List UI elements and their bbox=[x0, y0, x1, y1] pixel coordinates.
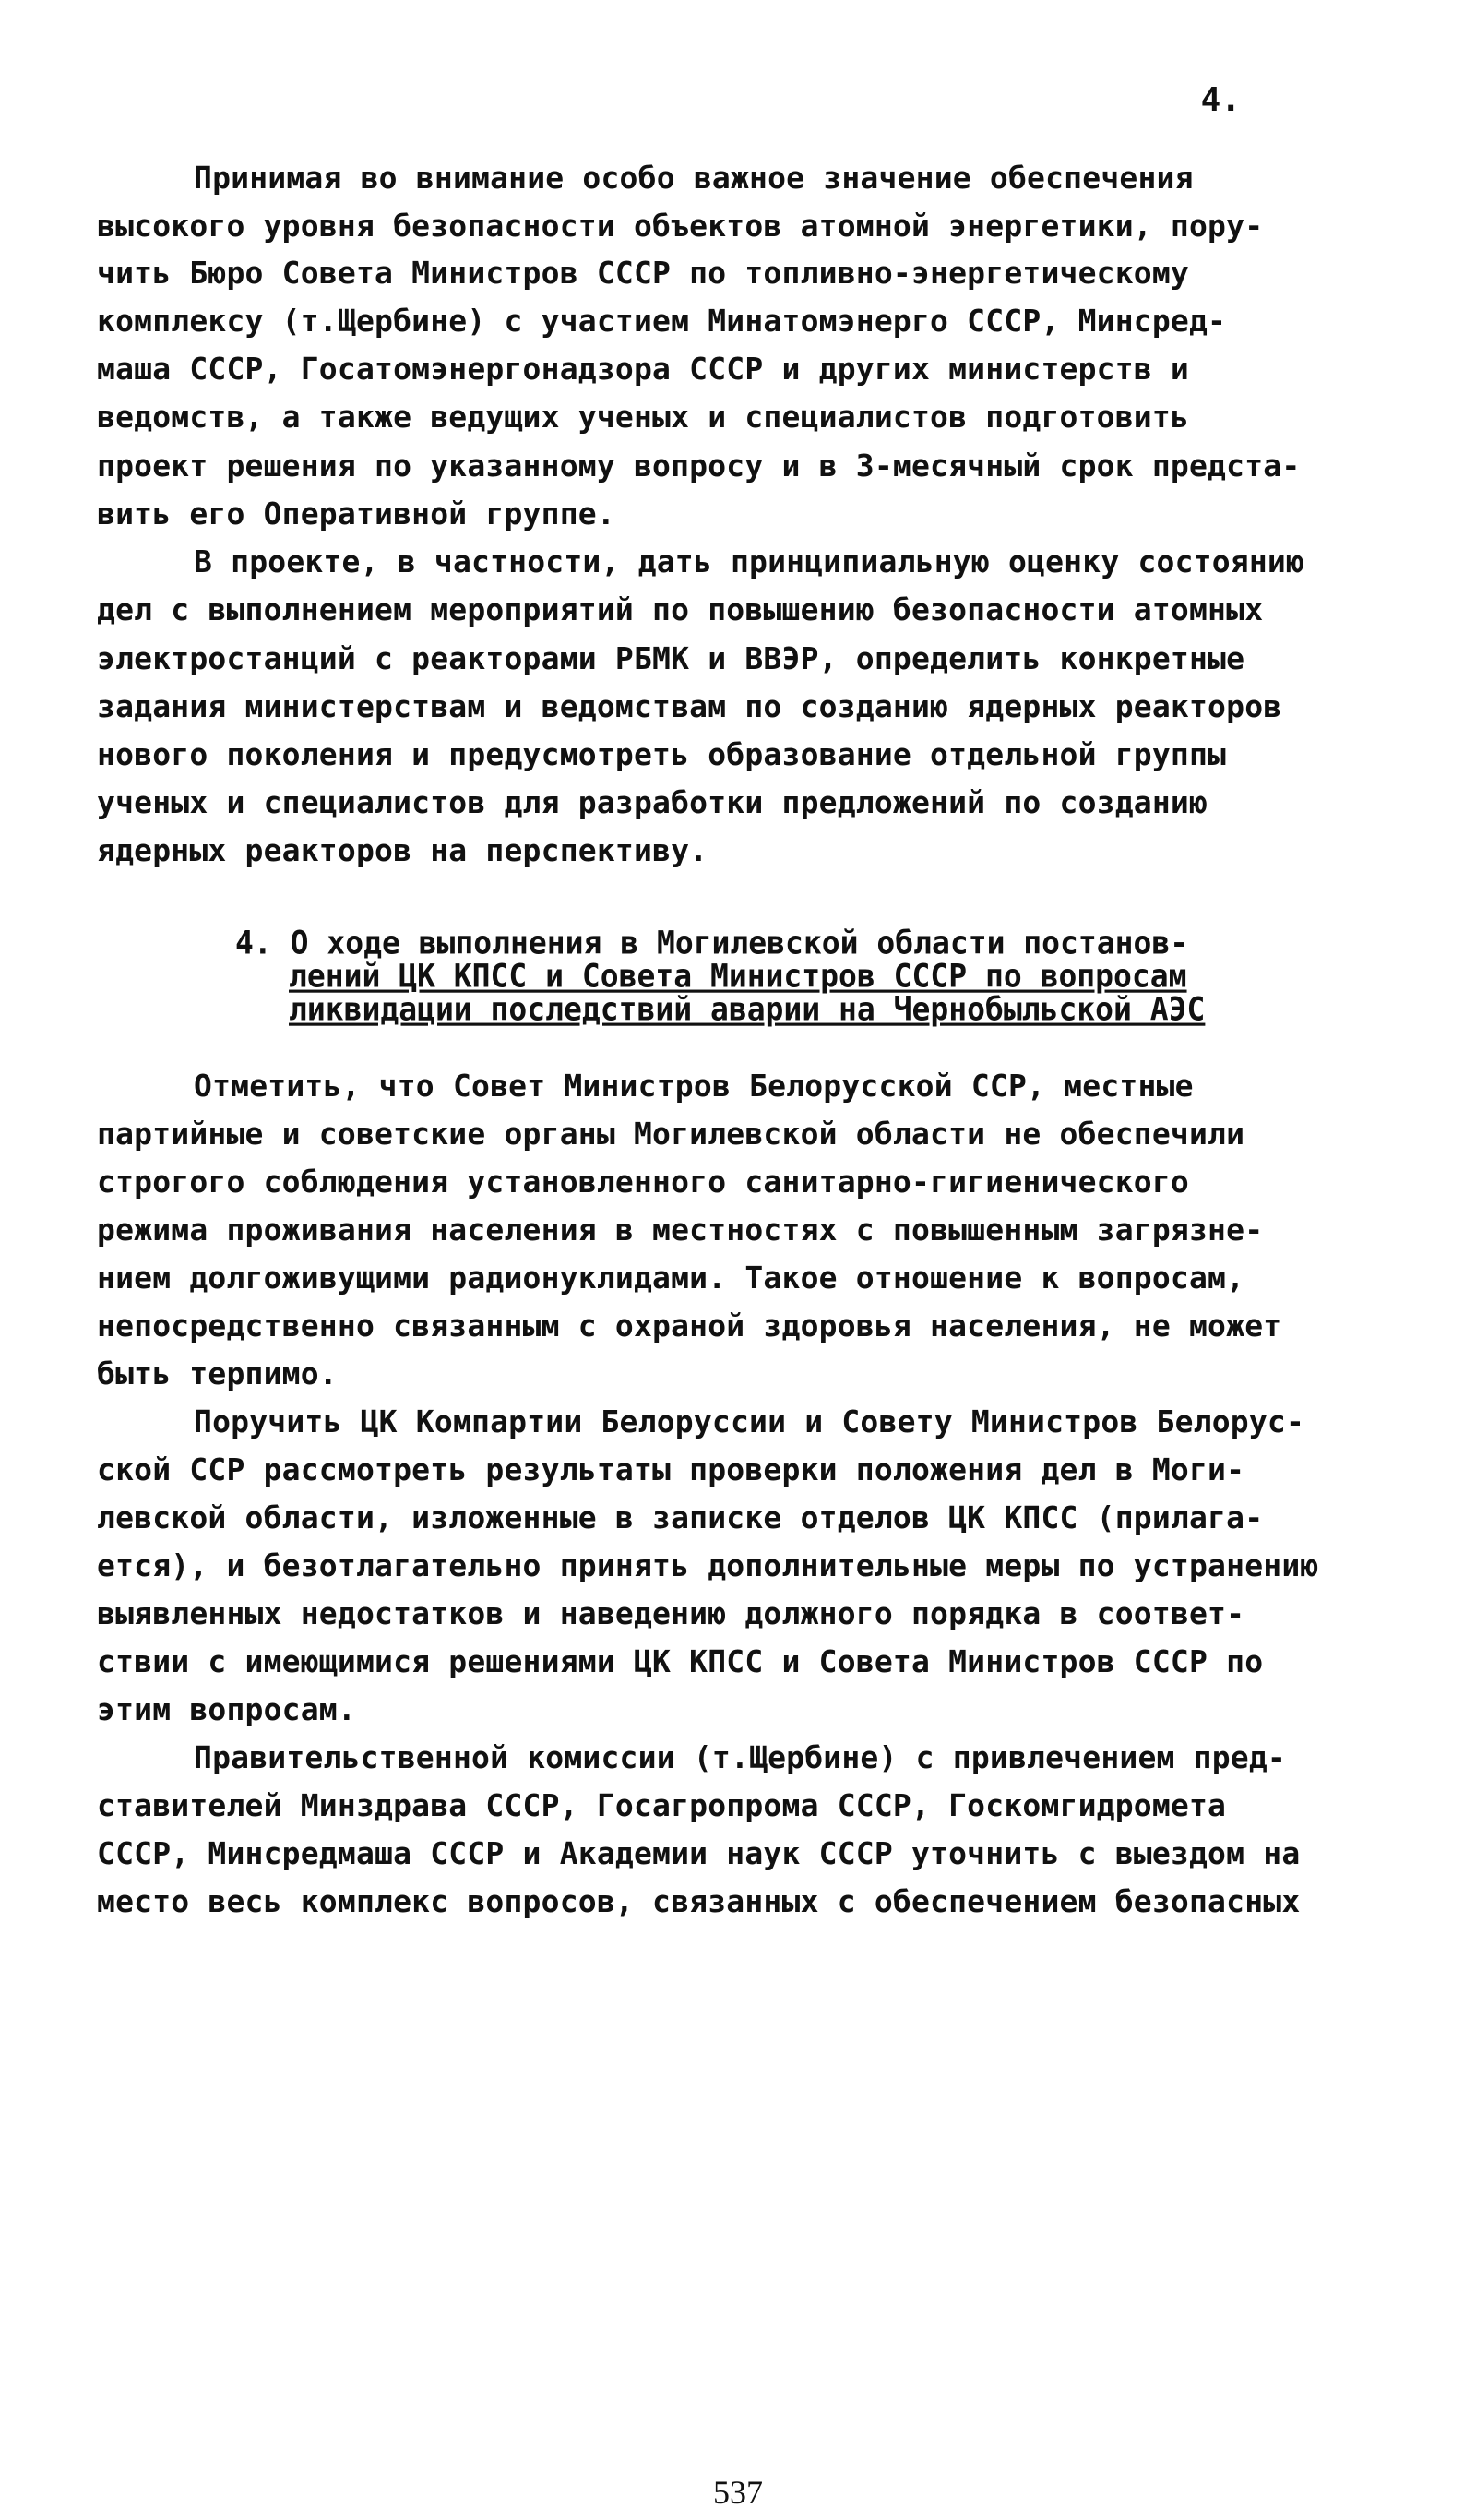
text-line: Отметить, что Совет Министров Белорусской ССР, местные bbox=[194, 1068, 1194, 1104]
text-line: вить его Оперативной группе. bbox=[97, 496, 615, 531]
text-line: ученых и специалистов для разработки предложений по созданию bbox=[97, 784, 1208, 820]
text-line: этим вопросам. bbox=[97, 1691, 356, 1727]
text-line: маша СССР, Госатомэнергонадзора СССР и других министерств и bbox=[97, 351, 1189, 387]
text-line: левской области, изложенные в записке отделов ЦК КПСС (прилага- bbox=[97, 1499, 1264, 1535]
text-line: Поручить ЦК Компартии Белоруссии и Совету Министров Белорус- bbox=[194, 1403, 1305, 1439]
text-line: нового поколения и предусмотреть образование отдельной группы bbox=[97, 736, 1227, 772]
text-line: ставителей Минздрава СССР, Госагропрома СССР, Госкомгидромета bbox=[97, 1787, 1227, 1823]
text-line: высокого уровня безопасности объектов атомной энергетики, пору- bbox=[97, 208, 1264, 244]
text-line: нием долгоживущими радионуклидами. Такое отношение к вопросам, bbox=[97, 1260, 1245, 1296]
text-line: ведомств, а также ведущих ученых и специалистов подготовить bbox=[97, 399, 1189, 435]
text-line: ской ССР рассмотреть результаты проверки положения дел в Моги- bbox=[97, 1451, 1245, 1487]
text-line: ется), и безотлагательно принять дополнительные меры по устранению bbox=[97, 1547, 1319, 1583]
page-number-bottom: 537 bbox=[713, 2474, 763, 2511]
text-line: дел с выполнением мероприятий по повышению безопасности атомных bbox=[97, 591, 1264, 627]
text-line: непосредственно связанным с охраной здоровья населения, не может bbox=[97, 1308, 1282, 1344]
text-line: режима проживания населения в местностях с повышенным загрязне- bbox=[97, 1212, 1264, 1248]
text-line: строгого соблюдения установленного санитарно-гигиенического bbox=[97, 1164, 1189, 1200]
heading-line: ликвидации последствий аварии на Чернобыльской АЭС bbox=[289, 989, 1206, 1028]
text-line: ядерных реакторов на перспективу. bbox=[97, 832, 708, 868]
text-line: Правительственной комиссии (т.Щербине) с привлечением пред- bbox=[194, 1739, 1286, 1775]
text-line: задания министерствам и ведомствам по созданию ядерных реакторов bbox=[97, 688, 1282, 724]
text-line: СССР, Минсредмаша СССР и Академии наук СССР уточнить с выездом на bbox=[97, 1835, 1301, 1871]
text-line: партийные и советские органы Могилевской области не обеспечили bbox=[97, 1116, 1245, 1152]
text-line: место весь комплекс вопросов, связанных с обеспечением безопасных bbox=[97, 1883, 1301, 1919]
text-line: быть терпимо. bbox=[97, 1356, 338, 1391]
text-line: ствии с имеющимися решениями ЦК КПСС и Совета Министров СССР по bbox=[97, 1643, 1264, 1679]
page-number-top: 4. bbox=[1200, 81, 1241, 119]
heading-line: лений ЦК КПСС и Совета Министров СССР по вопросам bbox=[289, 956, 1187, 995]
text-line: проект решения по указанному вопросу и в 3-месячный срок предста- bbox=[97, 448, 1301, 484]
heading-line: 4. О ходе выполнения в Могилевской области постанов- bbox=[235, 923, 1189, 961]
text-line: чить Бюро Совета Министров СССР по топливно-энергетическому bbox=[97, 255, 1189, 291]
text-line: выявленных недостатков и наведению должного порядка в соответ- bbox=[97, 1595, 1245, 1631]
text-line: В проекте, в частности, дать принципиальную оценку состоянию bbox=[194, 543, 1305, 579]
text-line: комплексу (т.Щербине) с участием Минатомэнерго СССР, Минсред- bbox=[97, 303, 1227, 339]
text-line: электростанций с реакторами РБМК и ВВЭР, определить конкретные bbox=[97, 640, 1245, 676]
text-line: Принимая во внимание особо важное значение обеспечения bbox=[194, 160, 1194, 196]
